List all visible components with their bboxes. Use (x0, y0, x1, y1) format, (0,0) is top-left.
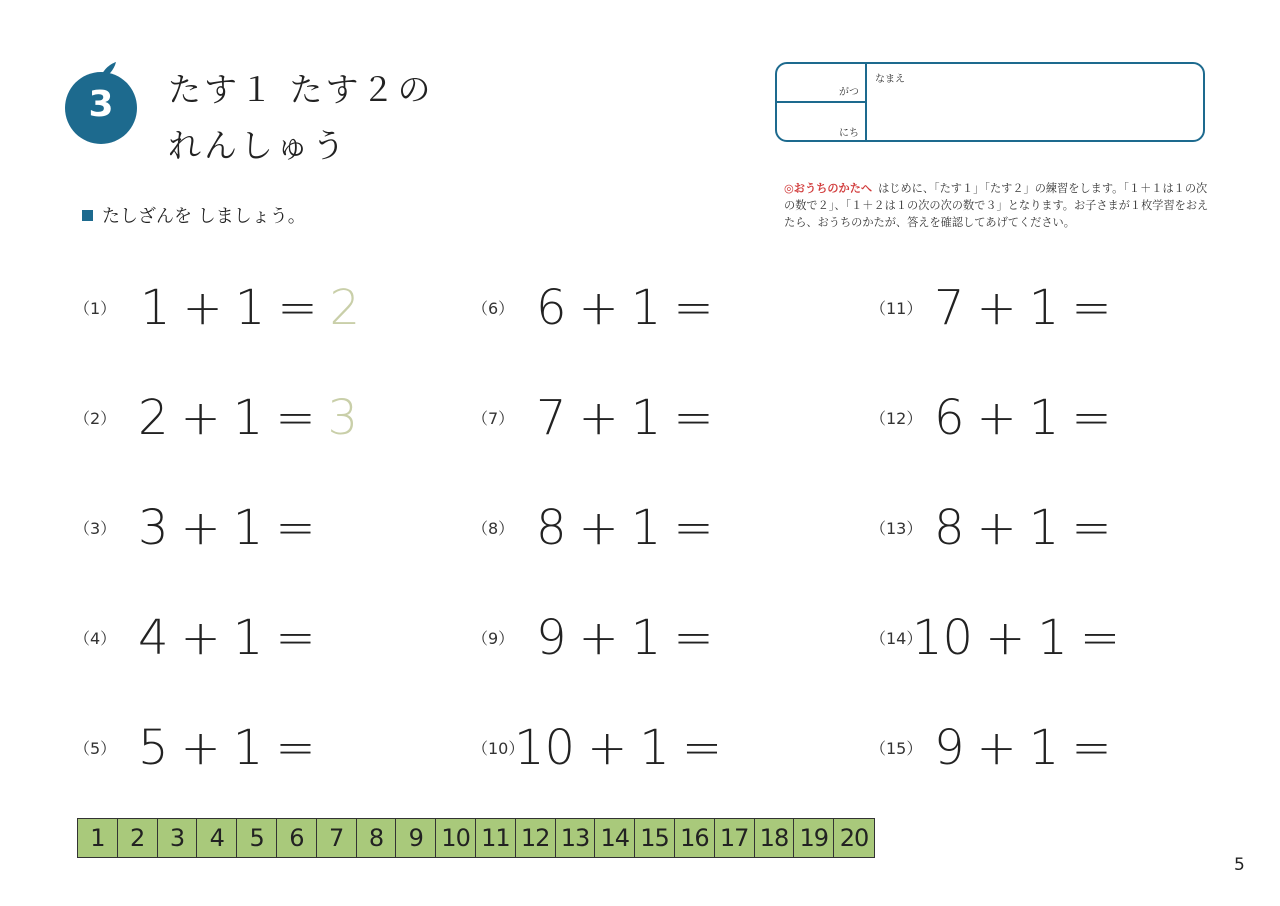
problem-expression (536, 278, 726, 338)
operand-b: 1 (630, 500, 662, 556)
instruction-text: たしざんを しましょう。 (102, 206, 306, 227)
operand-a: 3 (138, 500, 169, 556)
problem-expression (536, 608, 726, 668)
operand-b: 1 (1037, 610, 1068, 666)
number-line-cell: 19 (794, 819, 834, 857)
square-bullet-icon (82, 210, 93, 221)
problem-expression (138, 718, 328, 778)
operand-a: 2 (138, 390, 169, 446)
unit-number: 3 (88, 84, 114, 125)
equals-sign: = (277, 280, 318, 336)
problem-expression (934, 388, 1124, 448)
operand-a: 1 (140, 280, 171, 336)
problem-label: （3） (74, 519, 117, 538)
number-line-cell: 11 (476, 819, 516, 857)
operand-b: 1 (232, 610, 264, 666)
equals-sign: = (681, 720, 723, 776)
equals-sign: = (673, 280, 714, 336)
operand-b: 1 (630, 610, 662, 666)
problem-label: （11） (870, 299, 923, 318)
problem-label: （9） (472, 629, 515, 648)
operand-a: 10 (912, 610, 974, 666)
number-line-cell: 14 (595, 819, 635, 857)
operand-a: 6 (536, 280, 567, 336)
plus-sign: + (976, 390, 1017, 446)
plus-sign: + (985, 610, 1026, 666)
equals-sign: = (1071, 500, 1112, 556)
name-date-box (775, 62, 1205, 142)
plus-sign: + (578, 390, 619, 446)
problem-expression (536, 498, 726, 558)
problem-label: （12） (870, 409, 923, 428)
problem-expression (934, 718, 1124, 778)
equals-sign: = (1071, 720, 1112, 776)
note-label: ◎おうちのかたへ (784, 182, 873, 195)
plus-sign: + (976, 280, 1017, 336)
number-line-cell: 1 (78, 819, 118, 857)
plus-sign: + (180, 390, 221, 446)
plus-sign: + (587, 720, 628, 776)
number-line-cell: 12 (516, 819, 556, 857)
operand-b: 1 (1028, 720, 1060, 776)
plus-sign: + (180, 500, 221, 556)
operand-a: 10 (514, 720, 576, 776)
operand-b: 1 (234, 280, 266, 336)
operand-a: 8 (934, 500, 965, 556)
number-line-cell: 8 (357, 819, 397, 857)
plus-sign: + (578, 280, 619, 336)
date-column (777, 64, 867, 140)
operand-b: 1 (232, 390, 264, 446)
operand-b: 1 (1028, 500, 1060, 556)
operand-a: 7 (536, 390, 567, 446)
plus-sign: + (180, 610, 221, 666)
plus-sign: + (976, 500, 1017, 556)
number-line-cell: 17 (715, 819, 755, 857)
equals-sign: = (673, 390, 714, 446)
page-title (168, 62, 434, 174)
parent-note (784, 180, 1214, 231)
operand-a: 8 (536, 500, 567, 556)
operand-b: 1 (232, 500, 264, 556)
problem-label: （2） (74, 409, 117, 428)
title-line-2: れんしゅう (168, 126, 348, 165)
equals-sign: = (275, 390, 316, 446)
operand-a: 6 (934, 390, 965, 446)
number-line-cell: 6 (277, 819, 317, 857)
problem-label: （7） (472, 409, 515, 428)
operand-a: 4 (138, 610, 169, 666)
month-label: がつ (839, 87, 859, 98)
operand-a: 9 (536, 610, 567, 666)
title-line-1: たす１ たす２の (168, 70, 434, 109)
equals-sign: = (673, 610, 714, 666)
problem-label: （4） (74, 629, 117, 648)
number-line-cell: 13 (556, 819, 596, 857)
number-line-cell: 5 (237, 819, 277, 857)
operand-b: 1 (1028, 280, 1060, 336)
number-line-cell: 10 (436, 819, 476, 857)
problem-label: （13） (870, 519, 923, 538)
unit-badge (60, 62, 142, 144)
number-line-cell: 9 (396, 819, 436, 857)
plus-sign: + (578, 500, 619, 556)
equals-sign: = (275, 610, 316, 666)
problem-expression (138, 608, 328, 668)
note-text: はじめに、「たす１」「たす２」の練習をします。「１＋１は１の次の数で２」、「１＋２は１の次の次の数で３」となります。お子さまが１枚学習をおえたら、おうちのかたが、答えを確認してあげてください。 (784, 182, 1209, 229)
plus-sign: + (578, 610, 619, 666)
number-line-cell: 15 (635, 819, 675, 857)
name-label: なまえ (875, 74, 905, 85)
problem-expression (140, 278, 360, 338)
number-line-cell: 4 (197, 819, 237, 857)
answer-field[interactable]: 2 (329, 280, 361, 336)
operand-a: 5 (138, 720, 169, 776)
equals-sign: = (275, 500, 316, 556)
operand-b: 1 (630, 390, 662, 446)
problem-label: （1） (74, 299, 117, 318)
problem-label: （10） (472, 739, 525, 758)
number-line-cell: 18 (755, 819, 795, 857)
number-line-cell: 16 (675, 819, 715, 857)
equals-sign: = (1071, 390, 1112, 446)
equals-sign: = (1079, 610, 1121, 666)
problem-label: （5） (74, 739, 117, 758)
problem-expression (912, 608, 1132, 668)
problem-label: （8） (472, 519, 515, 538)
problem-expression (536, 388, 726, 448)
number-line (77, 818, 875, 858)
number-line-cell: 2 (118, 819, 158, 857)
plus-sign: + (976, 720, 1017, 776)
page-number: 5 (1234, 855, 1245, 875)
problem-expression (934, 278, 1124, 338)
plus-sign: + (182, 280, 223, 336)
problem-label: （6） (472, 299, 515, 318)
operand-a: 7 (934, 280, 965, 336)
operand-b: 1 (630, 280, 662, 336)
operand-b: 1 (232, 720, 264, 776)
equals-sign: = (275, 720, 316, 776)
problem-expression (138, 498, 328, 558)
number-line-cell: 3 (158, 819, 198, 857)
equals-sign: = (673, 500, 714, 556)
plus-sign: + (180, 720, 221, 776)
day-field[interactable] (777, 103, 865, 142)
answer-field[interactable]: 3 (327, 390, 359, 446)
day-label: にち (839, 128, 859, 139)
instruction (82, 202, 306, 228)
problem-label: （14） (870, 629, 923, 648)
problem-expression (138, 388, 358, 448)
operand-b: 1 (1028, 390, 1060, 446)
equals-sign: = (1071, 280, 1112, 336)
number-line-cell: 20 (834, 819, 874, 857)
problem-label: （15） (870, 739, 923, 758)
problem-expression (514, 718, 734, 778)
problem-expression (934, 498, 1124, 558)
month-field[interactable] (777, 64, 865, 103)
number-line-cell: 7 (317, 819, 357, 857)
operand-a: 9 (934, 720, 965, 776)
operand-b: 1 (639, 720, 670, 776)
